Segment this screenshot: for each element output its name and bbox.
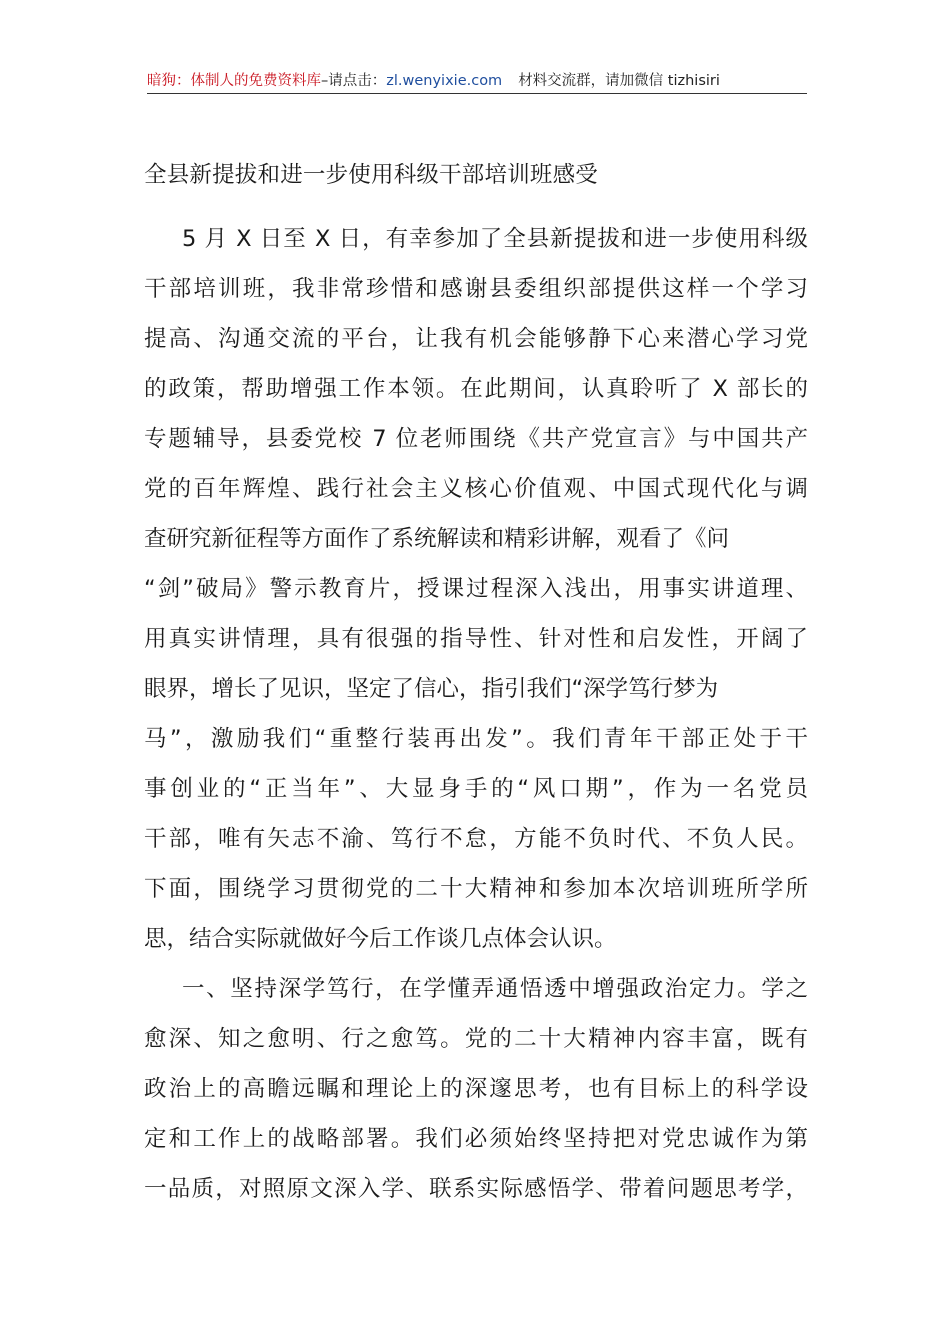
section-heading-line: 一、坚持深学笃行，在学懂弄通悟透中增强政治定力。学之 xyxy=(182,976,808,1002)
body-line: 愈深、知之愈明、行之愈笃。党的二十大精神内容丰富，既有 xyxy=(144,1026,808,1052)
body-line: 5 月 X 日至 X 日，有幸参加了全县新提拔和进一步使用科级 xyxy=(182,226,808,252)
body-line: 用真实讲情理，具有很强的指导性、针对性和启发性，开阔了 xyxy=(144,626,808,652)
body-line: 事创业的“正当年”、大显身手的“风口期”，作为一名党员 xyxy=(144,776,808,802)
body-line: 一品质，对照原文深入学、联系实际感悟学、带着问题思考学， xyxy=(144,1176,808,1202)
document-title: 全县新提拔和进一步使用科级干部培训班感受 xyxy=(144,162,599,188)
header-contact: 材料交流群，请加微信 tizhisiri xyxy=(518,73,720,89)
body-line: 查研究新征程等方面作了系统解读和精彩讲解，观看了《问 xyxy=(144,526,730,552)
body-line: 定和工作上的战略部署。我们必须始终坚持把对党忠诚作为第 xyxy=(144,1126,808,1152)
body-line: 政治上的高瞻远瞩和理论上的深邃思考，也有目标上的科学设 xyxy=(144,1076,808,1102)
header-brand: 暗狗：体制人的免费资料库 xyxy=(147,73,321,89)
body-line: 专题辅导，县委党校 7 位老师围绕《共产党宣言》与中国共产 xyxy=(144,426,808,452)
body-line: 下面，围绕学习贯彻党的二十大精神和参加本次培训班所学所 xyxy=(144,876,808,902)
header-url-link[interactable]: zl.wenyixie.com xyxy=(386,73,503,89)
body-line: 眼界，增长了见识，坚定了信心，指引我们“深学笃行梦为 xyxy=(144,676,719,702)
body-line: 干部培训班，我非常珍惜和感谢县委组织部提供这样一个学习 xyxy=(144,276,808,302)
body-line: 党的百年辉煌、践行社会主义核心价值观、中国式现代化与调 xyxy=(144,476,808,502)
body-line: 思，结合实际就做好今后工作谈几点体会认识。 xyxy=(144,926,617,952)
body-line: 提高、沟通交流的平台，让我有机会能够静下心来潜心学习党 xyxy=(144,326,808,352)
body-line: “剑”破局》警示教育片，授课过程深入浅出，用事实讲道理、 xyxy=(144,576,808,602)
body-line: 马”，激励我们“重整行装再出发”。我们青年干部正处于干 xyxy=(144,726,808,752)
body-line: 的政策，帮助增强工作本领。在此期间，认真聆听了 X 部长的 xyxy=(144,376,808,402)
body-line: 干部，唯有矢志不渝、笃行不怠，方能不负时代、不负人民。 xyxy=(144,826,808,852)
header-divider xyxy=(147,93,807,94)
header-click-prompt: –请点击： xyxy=(321,73,387,89)
page-header xyxy=(147,70,807,92)
